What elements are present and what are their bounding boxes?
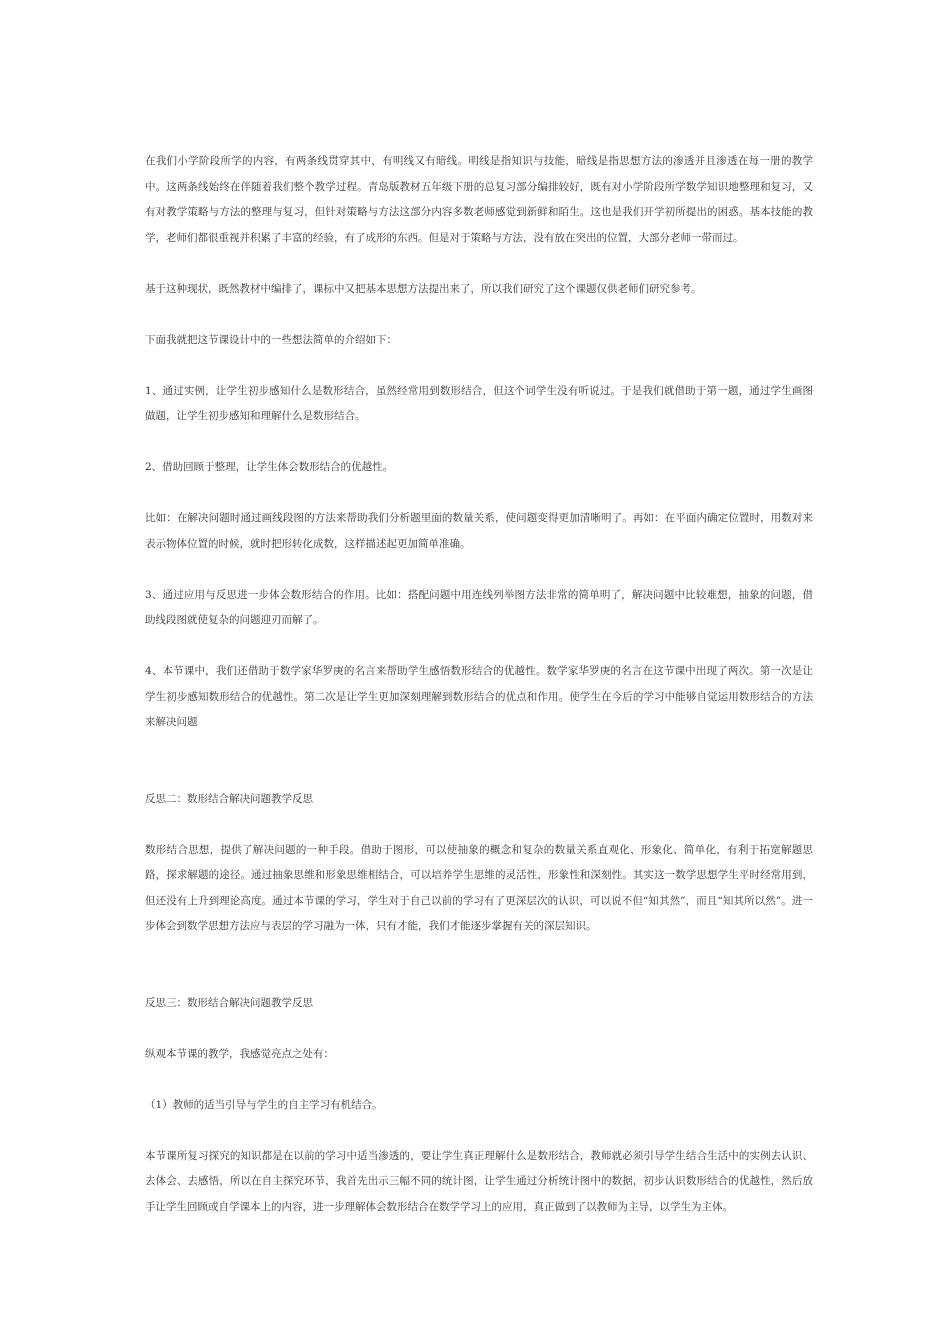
paragraph-point-1: 1、通过实例，让学生初步感知什么是数形结合，虽然经常用到数形结合，但这个词学生没有听说过。于是我们就借助于第一题，通过学生画图做题，让学生初步感知和理解什么是数形结合。: [145, 384, 813, 422]
paragraph-highlights: 纵观本节课的教学，我感觉亮点之处有：: [145, 1047, 334, 1060]
paragraph-status: 基于这种现状，既然教材中编排了，课标中又把基本思想方法提出来了，所以我们研究了这个课题仅供老师们研究参考。: [145, 282, 702, 295]
paragraph-reflection-2: 数形结合思想，提供了解决问题的一种手段。借助于图形，可以使抽象的概念和复杂的数量关系直观化、形象化、简单化，有利于拓宽解题思路，探求解题的途径。通过抽象思维和形象思维相结合，可以培养学生思维的灵活性，形象性和深刻性。其实这一数学思想学生平时经常用到，但还没有上升到理论高度。通过本节课的学习，学生对于自己以前的学习有了更深层次的认识，可以说不但“知其然”，而且“知其所以然”。进一步体会到数学思想方法应与表层的学习融为一体，只有才能，我们才能逐步掌握有关的深层知识。: [145, 843, 813, 932]
document-body: [145, 149, 813, 1220]
paragraph-point-4: 4、本节课中，我们还借助于数学家华罗庚的名言来帮助学生感悟数形结合的优越性。数学家华罗庚的名言在这节课中出现了两次。第一次是让学生初步感知数形结合的优越性。第二次是让学生更加深刻理解到数形结合的优点和作用。使学生在今后的学习中能够自觉运用数形结合的方法来解决问题: [145, 665, 813, 728]
paragraph-point-2: 2、借助回顾于整理，让学生体会数形结合的优越性。: [145, 461, 394, 473]
paragraph-example: 比如：在解决问题时通过画线段图的方法来帮助我们分析题里面的数量关系，使问题变得更加清晰明了。再如：在平面内确定位置时，用数对来表示物体位置的时候，就时把形转化成数，这样描述起更加简单准确。: [145, 512, 813, 550]
paragraph-intro: 在我们小学阶段所学的内容，有两条线贯穿其中，有明线又有暗线。明线是指知识与技能，暗线是指思想方法的渗透并且渗透在每一册的教学中。这两条线始终在伴随着我们整个教学过程。青岛版教材五年级下册的总复习部分编排较好，既有对小学阶段所学数学知识地整理和复习，又有对教学策略与方法的整理与复习，但针对策略与方法这部分内容多数老师感觉到新鲜和陌生。这也是我们开学初所提出的困惑。基本技能的教学，老师们都很重视并积累了丰富的经验，有了成形的东西。但是对于策略与方法，没有放在突出的位置，大部分老师一带而过。: [145, 155, 813, 244]
paragraph-highlight-1: （1）教师的适当引导与学生的自主学习有机结合。: [145, 1098, 383, 1111]
heading-reflection-3: 反思三：数形结合解决问题教学反思: [145, 996, 313, 1009]
paragraph-point-3: 3、通过应用与反思进一步体会数形结合的作用。比如：搭配问题中用连线列举图方法非常的简单明了，解决问题中比较难想，抽象的问题，借助线段图就使复杂的问题迎刃而解了。: [145, 588, 813, 626]
paragraph-overview: 下面我就把这节课设计中的一些想法简单的介绍如下：: [145, 333, 397, 346]
paragraph-closing: 本节课所复习探究的知识都是在以前的学习中适当渗透的，要让学生真正理解什么是数形结合，教师就必须引导学生结合生活中的实例去认识、去体会、去感悟，所以在自主探究环节，我首先出示三幅不同的统计图，让学生通过分析统计图中的数据，初步认识数形结合的优越性，然后放手让学生回顾或自学课本上的内容，进一步理解体会数形结合在数学学习上的应用，真正做到了以教师为主导，以学生为主体。: [145, 1149, 813, 1213]
heading-reflection-2: 反思二：数形结合解决问题教学反思: [145, 792, 313, 805]
